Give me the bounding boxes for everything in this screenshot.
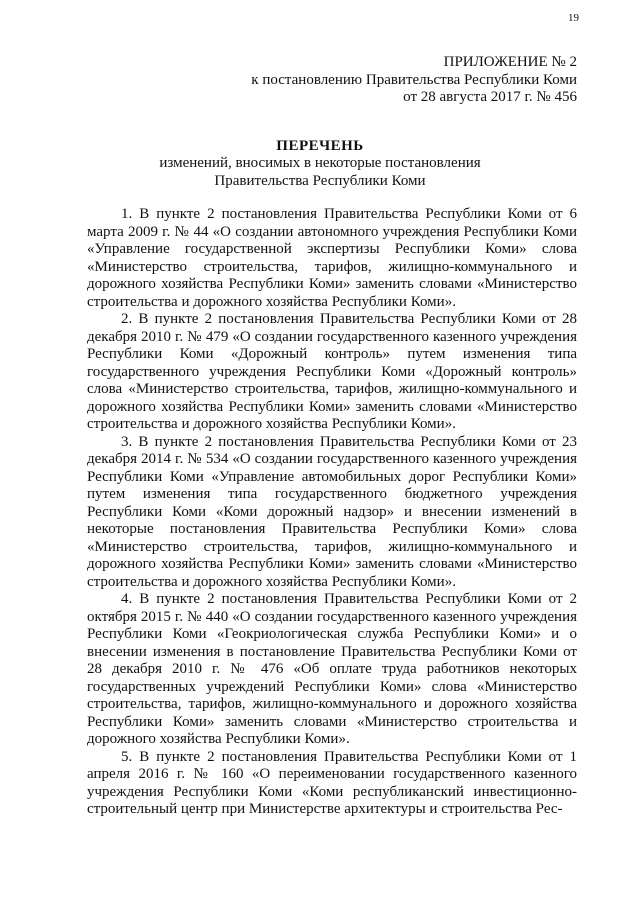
paragraph-3: 3. В пункте 2 постановления Правительства Республики Коми от 23 декабря 2014 г. № 534 «О создании государственного казенного учреждения Республики Коми «Управление автомобильных дорог Республики Коми» путем изменения типа государственного бюджетного учреждения Республики Коми «Коми дорожный надзор» и внесении изменений в некоторые постановления Правительства Республики Коми» слова «Министерство строительства, тарифов, жилищно-коммунального и дорожного хозяйства Республики Коми» заменить словами «Министерство строительства и дорожного хозяйства Республики Коми».: [87, 433, 577, 590]
paragraph-4: 4. В пункте 2 постановления Правительства Республики Коми от 2 октября 2015 г. № 440 «О создании государственного казенного учреждения Республики Коми «Геокриологическая служба Республики Коми» и о внесении изменения в постановление Правительства Республики Коми от 28 декабря 2010 г. № 476 «Об оплате труда работников некоторых государственных учреждений Республики Коми» слова «Министерство строительства, тарифов, жилищно-коммунального и дорожного хозяйства Республики Коми» заменить словами «Министерство строительства и дорожного хозяйства Республики Коми».: [87, 591, 577, 747]
paragraph-1: 1. В пункте 2 постановления Правительства Республики Коми от 6 марта 2009 г. № 44 «О создании автономного учреждения Республики Коми «Управление государственной экспертизы Республики Коми» слова «Министерство строительства, тарифов, жилищно-коммунального и дорожного хозяйства Республики Коми» заменить словами «Министерство строительства и дорожного хозяйства Республики Коми».: [87, 206, 577, 310]
document-body: [87, 206, 577, 819]
page-number: 19: [568, 12, 579, 24]
document-title: ПЕРЕЧЕНЬ: [276, 138, 364, 154]
appendix-resolution-date: от 28 августа 2017 г. № 456: [403, 89, 577, 105]
appendix-title: ПРИЛОЖЕНИЕ № 2: [443, 54, 577, 70]
paragraph-5: 5. В пункте 2 постановления Правительства Республики Коми от 1 апреля 2016 г. № 160 «О переименовании государственного казенного учреждения Республики Коми «Коми республиканский инвестиционно-строительный центр при Министерстве архитектуры и строительства Рес-: [87, 748, 577, 817]
document-subtitle: [0, 155, 640, 190]
subtitle-line-2: Правительства Республики Коми: [214, 172, 426, 189]
subtitle-line-1: изменений, вносимых в некоторые постановления: [159, 155, 481, 171]
paragraph-2: 2. В пункте 2 постановления Правительства Республики Коми от 28 декабря 2010 г. № 479 «О создании государственного казенного учреждения Республики Коми «Дорожный контроль» путем изменения типа государственного учреждения Республики Коми «Дорожный контроль» слова «Министерство строительства, тарифов, жилищно-коммунального и дорожного хозяйства Республики Коми» заменить словами «Министерство строительства и дорожного хозяйства Республики Коми».: [87, 311, 577, 432]
appendix-resolution-ref: к постановлению Правительства Республики Коми: [251, 71, 577, 88]
appendix-header: [251, 54, 577, 107]
